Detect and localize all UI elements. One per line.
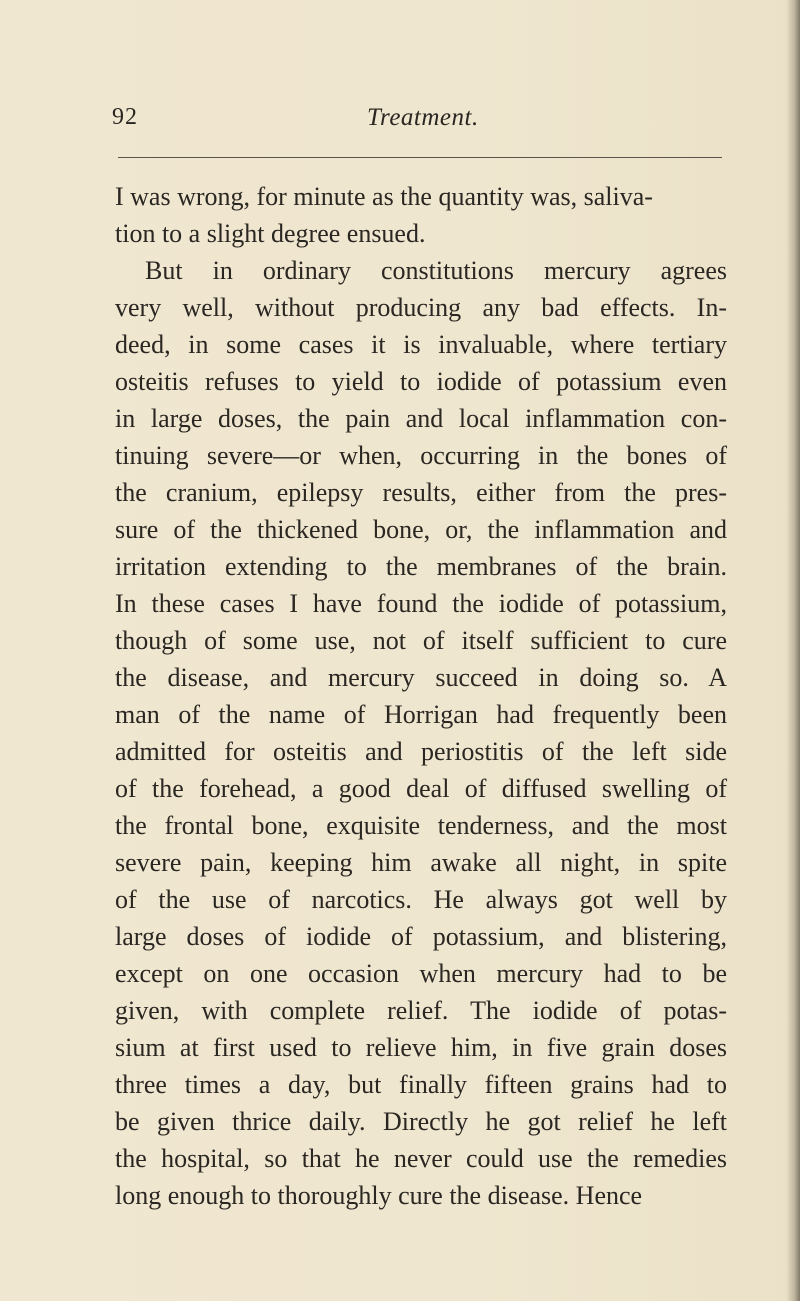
- text-line: except on one occasion when mercury had to be: [115, 959, 727, 988]
- text-line: of the forehead, a good deal of diffused swelling of: [115, 774, 727, 803]
- text-line: admitted for osteitis and periostitis of the left side: [115, 737, 727, 766]
- text-line: severe pain, keeping him awake all night, in spite: [115, 848, 727, 877]
- running-head: Treatment.: [367, 104, 479, 131]
- text-line: sure of the thickened bone, or, the inflammation and: [115, 515, 727, 544]
- header-rule: [118, 157, 722, 158]
- text-line: man of the name of Horrigan had frequently been: [115, 700, 727, 729]
- text-line: in large doses, the pain and local inflammation con-: [115, 404, 727, 433]
- text-line: irritation extending to the membranes of the brain.: [115, 552, 727, 581]
- text-line: though of some use, not of itself sufficient to cure: [115, 626, 727, 655]
- text-line: of the use of narcotics. He always got well by: [115, 885, 727, 914]
- text-line: deed, in some cases it is invaluable, where tertiary: [115, 330, 727, 359]
- body-text: [115, 178, 727, 1214]
- page-edge-shadow: [786, 0, 800, 1301]
- text-line: large doses of iodide of potassium, and blistering,: [115, 922, 727, 951]
- text-line: I was wrong, for minute as the quantity was, saliva-: [115, 182, 653, 211]
- page-header: [112, 104, 722, 138]
- text-line: the hospital, so that he never could use the remedies: [115, 1144, 727, 1173]
- text-line: tinuing severe—or when, occurring in the bones of: [115, 441, 727, 470]
- text-line: the cranium, epilepsy results, either from the pres-: [115, 478, 727, 507]
- text-line: very well, without producing any bad effects. In-: [115, 293, 727, 322]
- text-line: the disease, and mercury succeed in doing so. A: [115, 663, 727, 692]
- text-line: osteitis refuses to yield to iodide of potassium even: [115, 367, 727, 396]
- text-line: the frontal bone, exquisite tenderness, and the most: [115, 811, 727, 840]
- text-line: three times a day, but finally fifteen grains had to: [115, 1070, 727, 1099]
- text-line: be given thrice daily. Directly he got relief he left: [115, 1107, 727, 1136]
- text-line: In these cases I have found the iodide of potassium,: [115, 589, 727, 618]
- text-line: But in ordinary constitutions mercury agrees: [145, 256, 727, 285]
- text-line: tion to a slight degree ensued.: [115, 219, 426, 248]
- page-number: 92: [112, 104, 138, 130]
- text-line: long enough to thoroughly cure the disease. Hence: [115, 1181, 643, 1210]
- text-line: sium at first used to relieve him, in five grain doses: [115, 1033, 727, 1062]
- text-line: given, with complete relief. The iodide of potas-: [115, 996, 727, 1025]
